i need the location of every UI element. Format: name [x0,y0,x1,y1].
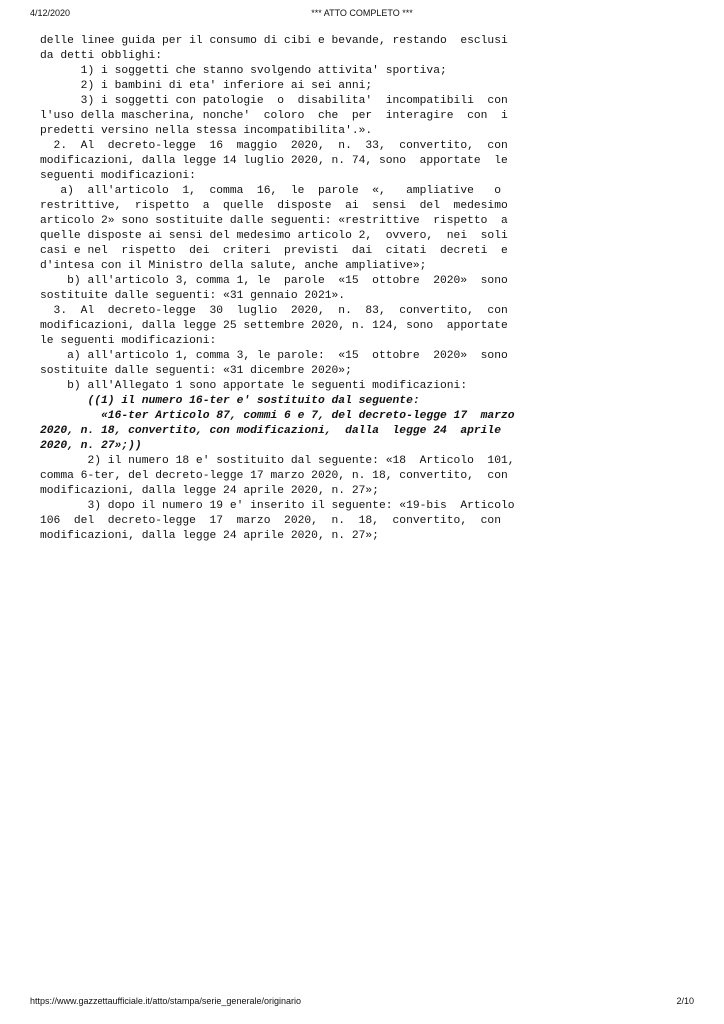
text-line: delle linee guida per il consumo di cibi e bevande, restando esclusi [40,35,508,47]
text-line: a) all'articolo 1, comma 16, le parole «, ampliative o [40,185,501,197]
text-line: comma 6-ter, del decreto-legge 17 marzo 2020, n. 18, convertito, con [40,470,508,482]
text-line: l'uso della mascherina, nonche' coloro che per interagire con i [40,110,508,122]
document-body [40,34,692,544]
text-line: 3) i soggetti con patologie o disabilita' incompatibili con [40,95,508,107]
text-line: sostituite dalle seguenti: «31 gennaio 2021». [40,290,346,302]
text-line: da detti obblighi: [40,50,163,62]
text-line: 2020, n. 18, convertito, con modificazioni, dalla legge 24 aprile [40,425,501,437]
text-line: sostituite dalle seguenti: «31 dicembre 2020»; [40,365,352,377]
text-line: quelle disposte ai sensi del medesimo articolo 2, ovvero, nei soli [40,230,508,242]
text-line: 3) dopo il numero 19 e' inserito il seguente: «19-bis Articolo [40,500,515,512]
text-line: modificazioni, dalla legge 14 luglio 2020, n. 74, sono apportate le [40,155,508,167]
text-line: modificazioni, dalla legge 24 aprile 2020, n. 27»; [40,485,379,497]
text-line: le seguenti modificazioni: [40,335,217,347]
text-line: 1) i soggetti che stanno svolgendo attivita' sportiva; [40,65,447,77]
text-line: 106 del decreto-legge 17 marzo 2020, n. 18, convertito, con [40,515,501,527]
text-line: articolo 2» sono sostituite dalle seguenti: «restrittive rispetto a [40,215,508,227]
text-line: «16-ter Articolo 87, commi 6 e 7, del decreto-legge 17 marzo [40,410,515,422]
text-line: b) all'articolo 3, comma 1, le parole «15 ottobre 2020» sono [40,275,508,287]
text-line: seguenti modificazioni: [40,170,196,182]
text-line: modificazioni, dalla legge 25 settembre 2020, n. 124, sono apportate [40,320,508,332]
text-line: predetti versino nella stessa incompatibilita'.». [40,125,373,137]
text-line: 2020, n. 27»;)) [40,440,142,452]
text-line: ((1) il numero 16-ter e' sostituito dal seguente: [40,395,420,407]
text-line: a) all'articolo 1, comma 3, le parole: «15 ottobre 2020» sono [40,350,508,362]
text-line: 2) il numero 18 e' sostituito dal seguente: «18 Articolo 101, [40,455,515,467]
text-line: modificazioni, dalla legge 24 aprile 2020, n. 27»; [40,530,379,542]
text-line: d'intesa con il Ministro della salute, anche ampliative»; [40,260,427,272]
text-line: 2. Al decreto-legge 16 maggio 2020, n. 33, convertito, con [40,140,508,152]
print-date: 4/12/2020 [30,8,71,18]
print-footer [0,996,724,1010]
source-url[interactable]: https://www.gazzettaufficiale.it/atto/stampa/serie_generale/originario [30,996,301,1006]
document-title: *** ATTO COMPLETO *** [311,8,413,18]
page-number: 2/10 [676,996,694,1006]
text-line: restrittive, rispetto a quelle disposte ai sensi del medesimo [40,200,508,212]
text-line: 3. Al decreto-legge 30 luglio 2020, n. 83, convertito, con [40,305,508,317]
print-header [0,8,724,22]
text-line: 2) i bambini di eta' inferiore ai sei anni; [40,80,373,92]
text-line: casi e nel rispetto dei criteri previsti dai citati decreti e [40,245,508,257]
text-line: b) all'Allegato 1 sono apportate le seguenti modificazioni: [40,380,468,392]
